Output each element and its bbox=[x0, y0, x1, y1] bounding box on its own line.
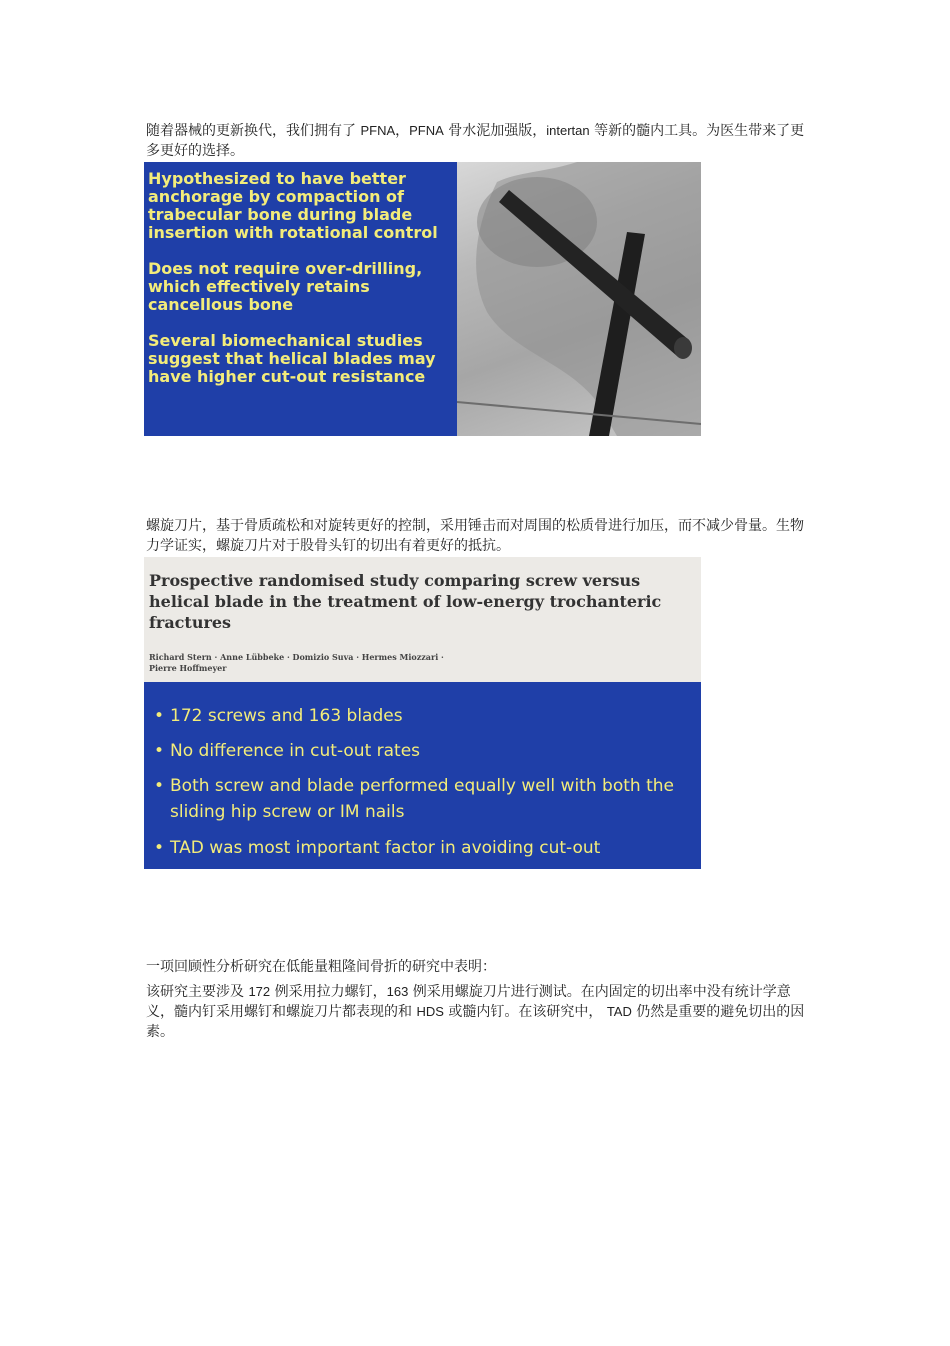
bullet-dot: • bbox=[154, 776, 165, 796]
text-run: 163 bbox=[386, 984, 409, 999]
bullet-item bbox=[154, 703, 699, 729]
bullet-text: 172 screws and 163 blades bbox=[170, 706, 403, 726]
study-summary-heading: 一项回顾性分析研究在低能量粗隆间骨折的研究中表明： bbox=[146, 959, 496, 975]
slide-header bbox=[144, 557, 701, 682]
bullet-item bbox=[154, 773, 699, 825]
text-run: 仍然是重要的避免切出的因素。 bbox=[146, 1004, 805, 1040]
text-run: 例采用螺旋刀片进行测试。在内固定的切出率中没有统计学意义，髓内钉采用螺钉和螺旋刀片都表现的和 bbox=[146, 984, 791, 1020]
text-run: 该研究主要涉及 bbox=[146, 984, 249, 1000]
bullet-dot: • bbox=[154, 838, 165, 858]
slide-body bbox=[144, 682, 701, 869]
text-run: PFNA bbox=[409, 123, 444, 138]
bullet-text: TAD was most important factor in avoiding cut-out bbox=[170, 838, 601, 858]
slide-text bbox=[148, 170, 458, 404]
slide-image-study bbox=[144, 557, 701, 869]
bullet-text: Both screw and blade performed equally well with both the sliding hip screw or IM nails bbox=[170, 776, 674, 822]
text-run: TAD bbox=[606, 1004, 632, 1019]
paper-authors: Richard Stern · Anne Lübbeke · Domizio Suva · Hermes Miozzari · Pierre Hoffmeyer bbox=[149, 652, 444, 673]
study-summary-paragraph bbox=[146, 982, 811, 1042]
text-run: ， bbox=[395, 123, 410, 139]
bullet-text: No difference in cut-out rates bbox=[170, 741, 421, 761]
text-run: 172 bbox=[248, 984, 271, 999]
slide-image-helical-blade bbox=[144, 162, 701, 436]
text-run: 骨水泥加强版， bbox=[443, 123, 547, 139]
text-run: HDS bbox=[416, 1004, 444, 1019]
text-run: 例采用拉力螺钉， bbox=[270, 984, 387, 1000]
xray-drawing bbox=[457, 162, 701, 436]
slide-text-line: Hypothesized to have better anchorage by compaction of trabecular bone during blade insertion with rotational control bbox=[148, 169, 438, 242]
text-run: PFNA bbox=[360, 123, 396, 138]
text-run: 随着器械的更新换代，我们拥有了 bbox=[146, 123, 361, 139]
slide-text-line: Does not require over-drilling, which effectively retains cancellous bone bbox=[148, 259, 423, 314]
text-run: 等新的髓内工具。为医生带来了更多更好的选择。 bbox=[146, 123, 805, 159]
intro-paragraph bbox=[146, 121, 811, 161]
helical-blade-paragraph: 螺旋刀片，基于骨质疏松和对旋转更好的控制，采用锤击而对周围的松质骨进行加压，而不减少骨量。生物力学证实，螺旋刀片对于股骨头钉的切出有着更好的抵抗。 bbox=[146, 518, 804, 554]
xray-image bbox=[457, 162, 701, 436]
slide-text-line: Several biomechanical studies suggest that helical blades may have higher cut-out resistance bbox=[148, 331, 436, 386]
paper-title: Prospective randomised study comparing screw versus helical blade in the treatment of low-energy trochanteric fractures bbox=[149, 571, 662, 632]
blade-end bbox=[674, 337, 692, 359]
bullet-dot: • bbox=[154, 741, 165, 761]
bullet-item bbox=[154, 738, 699, 764]
bullet-item bbox=[154, 835, 699, 861]
bullet-dot: • bbox=[154, 706, 165, 726]
text-run: 或髓内钉。在该研究中， bbox=[443, 1004, 607, 1020]
bullet-list bbox=[154, 703, 699, 869]
text-run: intertan bbox=[546, 123, 590, 138]
